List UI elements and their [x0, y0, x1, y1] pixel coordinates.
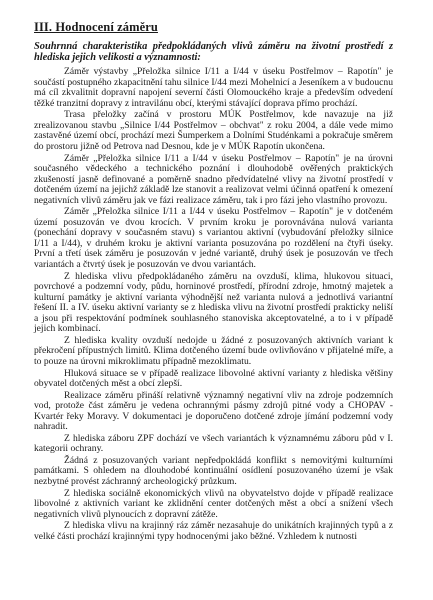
paragraph-soil: Z hlediska záboru ZPF dochází ve všech variantách k významnému záboru půd v I. kategorii ochrany. [34, 432, 393, 455]
paragraph-noise: Hluková situace se v případě realizace libovolné aktivní varianty z hlediska většiny obyvatel dotčených měst a obcí zlepší. [34, 367, 393, 390]
paragraph-environment: Z hlediska vlivu předpokládaného záměru na ovzduší, klima, hlukovou situaci, povrchové a podzemní vody, půdu, horninové prostředí, přírodní zdroje, hmotný majetek a kulturní památky je aktivní varianta výhodnější než varianta nulová a jednotlivá variantní řešení II. a IV. úseku aktivní varianty se z hlediska vlivu na životní prostředí prakticky neliší a jsou při respektování podmínek souhlasného stanoviska akceptovatelné, a to i v případě jejich kombinací. [34, 270, 393, 335]
paragraph-groundwater: Realizace záměru přináší relativně významný negativní vliv na zdroje podzemních vod, protože část záměru je vedena ochrannými pásmy zdrojů pitné vody a CHOPAV - Kvartér řeky Moravy. V dokumentaci je doporučeno dotčené zdroje jímání podzemní vody nahradit. [34, 389, 393, 433]
paragraph-route: Trasa přeložky začíná v prostoru MÚK Postřelmov, kde navazuje na již zrealizovanou stavbu „Silnice I/44 Postřelmov – obchvat" z roku 2004, a dále vede mimo zastavěné území obcí, prochází mezi Šumperkem a Dolními Studénkami a pokračuje směrem do prostoru jižně od Petrova nad Desnou, kde je v MÚK Rapotín ukončena. [34, 109, 393, 153]
paragraph-intro: Záměr výstavby „Přeložka silnice I/11 a I/44 v úseku Postřelmov – Rapotín" je součástí postupného zkapacitnění tahu silnice I/44 mezi Mohelnicí a Jeseníkem a v budoucnu má cíl zkvalitnit dopravní napojení severní části Olomouckého kraje a především odvedení těžké tranzitní dopravy z intravilánu obcí, kterými stávající doprava přímo prochází. [34, 66, 393, 109]
section-summary: Souhrnná charakteristika předpokládaných vlivů záměru na životní prostředí z hlediska jejich velikosti a významnosti: [34, 41, 393, 63]
section-heading: III. Hodnocení záměru [34, 20, 158, 34]
paragraph-socioeconomic: Z hlediska sociálně ekonomických vlivů na obyvatelstvo dojde v případě realizace libovolné z aktivních variant ke zklidnění center dotčených měst a obcí a snížení všech negativních vlivů plynoucích z dopravní zátěže. [34, 487, 393, 520]
paragraph-monuments: Žádná z posuzovaných variant nepředpokládá konflikt s nemovitými kulturními památkami. S ohledem na dlouhodobé kontinuální osídlení posuzovaného území je však nezbytné provést záchranný archeologický průzkum. [34, 454, 393, 487]
paragraph-variants: Záměr „Přeložka silnice I/11 a I/44 v úseku Postřelmov – Rapotín" je v dotčeném území posuzován ve dvou krocích. V prvním kroku je porovnávána nulová varianta (ponechání dopravy v současném stavu) s variantou aktivní (vybudování přeložky silnice I/11 a I/44), v druhém kroku je aktivní varianta posuzována po rozdělení na čtyři úseky. První a třetí úsek záměru je posuzován v jedné variantě, druhý úsek je posuzován ve třech variantách a čtvrtý úsek je posuzován ve dvou variantách. [34, 206, 393, 271]
paragraph-predictability: Záměr „Přeložka silnice I/11 a I/44 v úseku Postřelmov – Rapotín" je na úrovni současného vědeckého a technického poznání i dlouhodobě ověřených praktických zkušeností jasně definované a poměrně snadno předvídatelné vlivy na životní prostředí v dotčeném území na jejichž základě lze stanovit a realizovat velmi účinná opatření k omezení negativních vlivů záměru jak ve fázi realizace záměru, tak i pro fázi jeho vlastního provozu. [34, 152, 393, 206]
paragraph-landscape: Z hlediska vlivu na krajinný ráz záměr nezasahuje do unikátních krajinných typů a z velké části prochází krajinnými typy hodnocenými jako běžné. Vzhledem k nutnosti [34, 520, 393, 542]
paragraph-air-quality: Z hlediska kvality ovzduší nedojde u žádné z posuzovaných aktivních variant k překročení přípustných limitů. Klima dotčeného území bude ovlivňováno v přijatelné míře, a to pouze na úrovni mikroklimatu případně mezoklimatu. [34, 334, 393, 367]
